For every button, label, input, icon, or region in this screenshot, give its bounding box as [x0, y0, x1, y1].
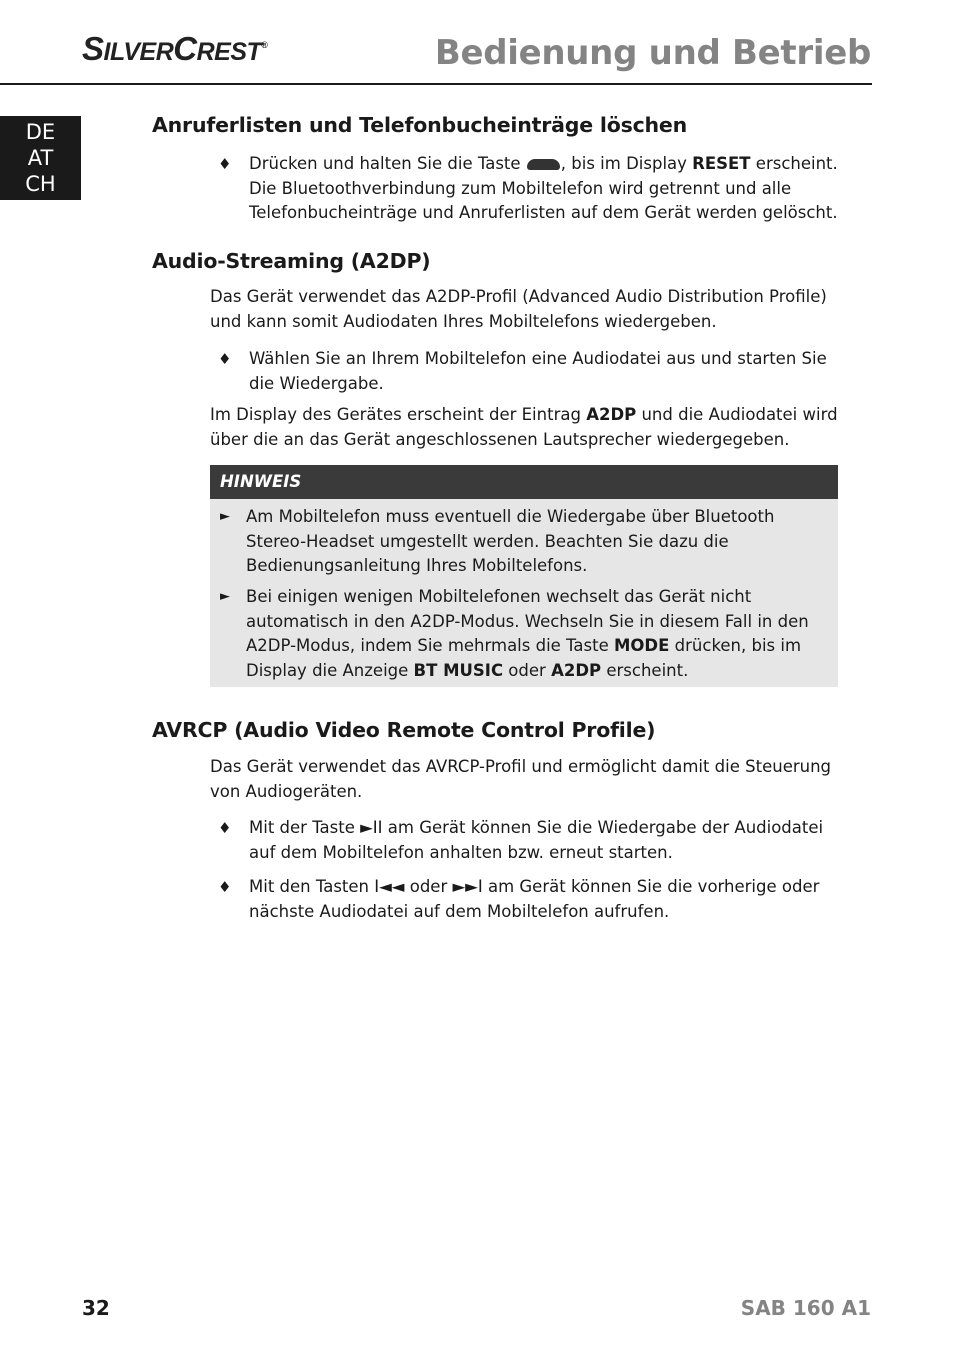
- bullet-marker: ♦: [218, 878, 232, 896]
- arrow-icon: ►: [220, 589, 230, 604]
- bold-term: BT MUSIC: [413, 660, 504, 680]
- list-item: [210, 152, 842, 226]
- lang-de: DE: [25, 120, 56, 144]
- brand-letter: S: [82, 30, 104, 67]
- bold-term: RESET: [692, 154, 751, 173]
- note-box: [210, 465, 838, 687]
- note-text: Am Mobiltelefon muss eventuell die Wiedergabe über Bluetooth Stereo-Headset umgestellt werden. Beachten Sie dazu die Bedienungsanleitung Ihres Mobiltelefons.: [246, 507, 775, 575]
- model-number: SAB 160 A1: [740, 1296, 871, 1320]
- registered-mark: ®: [261, 40, 268, 50]
- phone-hangup-icon: [527, 159, 560, 170]
- arrow-icon: ►: [220, 509, 230, 524]
- bullet-text: Wählen Sie an Ihrem Mobiltelefon eine Audiodatei aus und starten Sie die Wiedergabe.: [249, 349, 827, 393]
- list-item: [210, 816, 842, 865]
- paragraph: Das Gerät verwendet das A2DP-Profil (Advanced Audio Distribution Profile) und kann somit Audiodaten Ihres Mobiltelefons wiedergeben.: [210, 287, 827, 331]
- lang-at: AT: [27, 146, 54, 170]
- text-run: drücken, bis im Display die Anzeige: [246, 636, 802, 680]
- bold-term: MODE: [613, 636, 670, 655]
- list-item: [210, 347, 842, 396]
- lang-ch: CH: [25, 172, 56, 196]
- bullet-text: Mit der Taste ►II am Gerät können Sie die Wiedergabe der Audiodatei auf dem Mobiltelefon anhalten bzw. erneut starten.: [249, 818, 824, 862]
- brand-logo: [82, 30, 267, 68]
- bold-term: A2DP: [586, 405, 637, 424]
- note-text: [246, 585, 828, 683]
- text-run: erscheint. Die Bluetoothverbindung zum Mobiltelefon wird getrennt und alle Telefonbucheinträge und Anruferlisten auf dem Gerät werden gelöscht.: [249, 154, 838, 222]
- paragraph: Das Gerät verwendet das AVRCP-Profil und ermöglicht damit die Steuerung von Audiogeräten.: [210, 757, 832, 801]
- note-item: [210, 505, 828, 579]
- text-run: oder: [503, 660, 552, 680]
- brand-letters: REST: [196, 38, 262, 66]
- text-run: Im Display des Gerätes erscheint der Eintrag: [210, 405, 587, 424]
- bullet-text: [249, 152, 842, 226]
- note-heading: HINWEIS: [210, 465, 838, 499]
- section-heading-audio-streaming: Audio-Streaming (A2DP): [152, 249, 431, 273]
- brand-letter: C: [173, 30, 197, 67]
- text-run: erscheint.: [601, 660, 689, 680]
- note-item: [210, 585, 828, 683]
- bullet-text: Mit den Tasten I◄◄ oder ►►I am Gerät können Sie die vorherige oder nächste Audiodatei auf dem Mobiltelefon aufrufen.: [249, 877, 820, 921]
- bold-term: A2DP: [551, 660, 602, 680]
- text-run: Drücken und halten Sie die Taste: [249, 154, 521, 173]
- language-tab: [0, 116, 81, 200]
- text-run: Bei einigen wenigen Mobiltelefonen wechselt das Gerät nicht automatisch in den A2DP-Modus. Wechseln Sie in diesem Fall in den A2DP-Modus, indem Sie mehrmals die Taste: [246, 587, 809, 655]
- bullet-marker: ♦: [218, 155, 232, 173]
- text-run: und die Audiodatei wird über die an das Gerät angeschlossenen Lautsprecher wiedergegeben.: [210, 405, 838, 449]
- list-item: [210, 875, 842, 924]
- paragraph: [210, 403, 842, 452]
- header-divider: [0, 83, 872, 85]
- text-run: , bis im Display: [560, 154, 693, 173]
- section-heading-delete-lists: Anruferlisten und Telefonbucheinträge löschen: [152, 113, 688, 137]
- bullet-marker: ♦: [218, 819, 232, 837]
- bullet-marker: ♦: [218, 350, 232, 368]
- page-title: Bedienung und Betrieb: [434, 33, 871, 73]
- page-number: 32: [82, 1296, 110, 1320]
- brand-letters: ILVER: [103, 38, 174, 66]
- section-heading-avrcp: AVRCP (Audio Video Remote Control Profile): [152, 718, 656, 742]
